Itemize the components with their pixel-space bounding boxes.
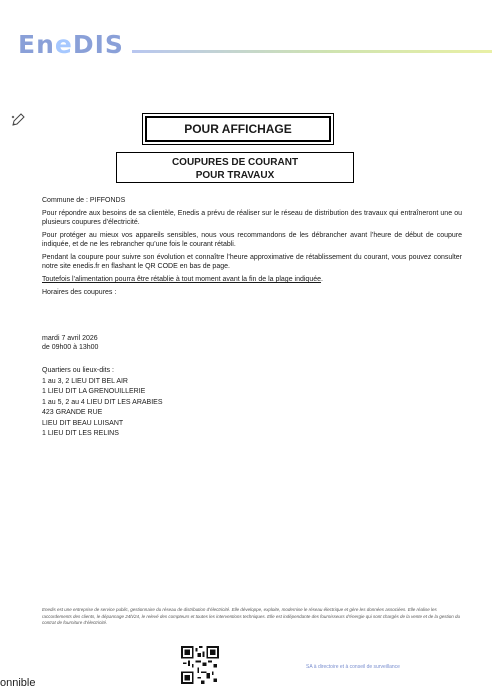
list-item: 1 LIEU DIT LA GRENOUILLERIE [42,388,146,395]
warning-line: Toutefois l’alimentation pourra être rétablie à tout moment avant la fin de la plage indiquée. [42,276,323,283]
schedule-time: de 09h00 à 13h00 [42,344,99,351]
pour-affichage-box: POUR AFFICHAGE [145,116,331,142]
list-item: 1 LIEU DIT LES RELINS [42,430,119,437]
lieux-list [42,366,163,440]
list-item: 1 au 5, 2 au 4 LIEU DIT LES ARABIES [42,398,163,406]
lieux-label: Quartiers ou lieux-dits : [42,367,114,374]
schedule-date: mardi 7 avril 2026 [42,335,98,342]
qr-code-icon[interactable] [181,646,219,684]
list-item: LIEU DIT BEAU LUISANT [42,419,124,427]
pen-icon [11,113,25,127]
cutoff-text: onnible [0,677,36,689]
enedis-logo: EneDIS [18,30,124,59]
paragraph-2: Pour protéger au mieux vos appareils sensibles, nous vous recommandons de les débrancher avant l’heure de début de coupure indiquée, et de ne les rebrancher qu’une fois le courant rétabli. [42,232,462,248]
footer-link[interactable]: SA à directoire et à conseil de surveillance [306,664,400,670]
schedule [42,334,98,352]
paragraph-3: Pendant la coupure pour suivre son évolution et connaître l’heure approximative de rétablissement du courant, vous pouvez consulter notre site enedis.fr en flashant le QR CODE en bas de page. [42,254,462,270]
title-box [116,152,354,183]
header-gradient-line [132,50,492,53]
paragraph-1: Pour répondre aux besoins de sa clientèle, Enedis a prévu de réaliser sur le réseau de distribution des travaux qui entraîneront une ou plusieurs coupures d’électricité. [42,210,462,226]
list-item: 423 GRANDE RUE [42,409,103,416]
title-line-2: POUR TRAVAUX [195,170,275,181]
notice-body [42,196,462,301]
title-line-1: COUPURES DE COURANT [171,157,299,168]
list-item: 1 au 3, 2 LIEU DIT BEL AIR [42,377,128,385]
footer-legal: Enedis est une entreprise de service public, gestionnaire du réseau de distribution d’électricité. Elle développe, exploite, modernise le réseau électrique et gère les données associées. Elle réalise les raccordements des clients, le dépannage 24h/24, le relevé des compteurs et toutes les interventions techniques. Elle est indépendante des fournisseurs d’énergie qui sont chargés de la vente et de la gestion du contrat de fourniture d’électricité. [42,607,461,625]
commune-line: Commune de : PIFFONDS [42,197,126,204]
horaires-label: Horaires des coupures : [42,289,117,296]
